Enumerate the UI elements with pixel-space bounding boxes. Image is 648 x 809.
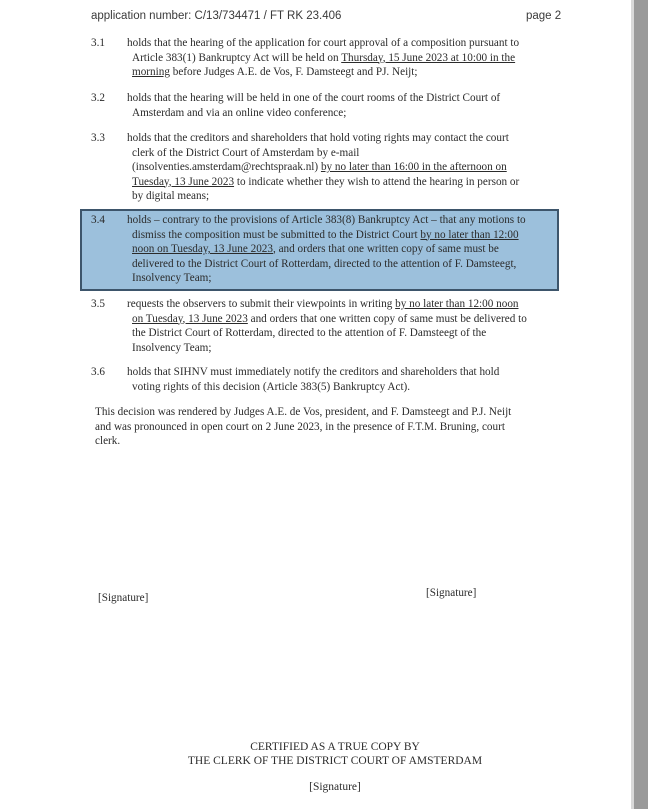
certification-line-2: THE CLERK OF THE DISTRICT COURT OF AMSTERDAM (187, 755, 483, 767)
vertical-scrollbar[interactable] (634, 0, 648, 809)
underlined-date: morning (132, 66, 170, 78)
item-text-line: holds that SIHNV must immediately notify the creditors and shareholders that hold (127, 366, 500, 378)
text-segment: requests the observers to submit their viewpoints in writing (127, 298, 396, 310)
item-text-line: clerk of the District Court of Amsterdam by e-mail (132, 146, 360, 159)
item-number: 3.3 (91, 132, 105, 144)
item-3-4 (91, 213, 561, 286)
page-number: page 2 (526, 10, 562, 22)
closing-paragraph (95, 405, 565, 449)
item-text-line: Insolvency Team; (132, 272, 212, 284)
underlined-date: on Tuesday, 13 June 2023 (132, 312, 248, 325)
item-3-2 (91, 91, 561, 120)
text-segment: before Judges A.E. de Vos, F. Damsteegt and PJ. Neijt; (169, 66, 418, 78)
signature-left: [Signature] (98, 592, 149, 604)
item-text-line: the District Court of Rotterdam, directed to the attention of F. Damsteegt of the (132, 327, 487, 339)
item-text-line: Amsterdam and via an online video conference; (132, 106, 347, 119)
item-text-line (127, 297, 561, 312)
item-number: 3.5 (91, 298, 105, 310)
text-segment: Article 383(1) Bankruptcy Act will be held on (132, 51, 342, 64)
item-number: 3.6 (91, 366, 105, 378)
item-text-line: Insolvency Team; (132, 341, 212, 354)
email-address: (insolventies.amsterdam@rechtspraak.nl) (132, 161, 321, 173)
underlined-date: Thursday, 15 June 2023 at 10:00 in the (341, 51, 516, 64)
item-text-line: delivered to the District Court of Rotterdam, directed to the attention of F. Damsteegt, (132, 257, 517, 270)
item-text-line (127, 51, 561, 66)
item-text-line: holds that the hearing will be held in one of the court rooms of the District Court of (127, 92, 501, 104)
item-text-line: by digital means; (132, 190, 210, 202)
text-segment: , and orders that one written copy of same must be (273, 243, 499, 255)
item-text-line: holds that the creditors and shareholders that hold voting rights may contact the court (127, 132, 509, 144)
underlined-date: by no later than 16:00 in the afternoon on (320, 161, 507, 173)
item-text-line (127, 242, 561, 257)
closing-line: clerk. (95, 435, 121, 447)
item-text-line (127, 312, 561, 327)
item-3-5 (91, 297, 561, 355)
certification-line-1: CERTIFIED AS A TRUE COPY BY (250, 741, 420, 753)
item-number: 3.2 (91, 92, 105, 104)
underlined-date: Tuesday, 13 June 2023 (132, 175, 235, 188)
item-text-line: holds that the hearing of the application for court approval of a composition pursuant to (127, 37, 520, 49)
underlined-date: by no later than 12:00 noon (395, 298, 519, 310)
item-number: 3.1 (91, 37, 105, 49)
closing-line: This decision was rendered by Judges A.E. de Vos, president, and F. Damsteegt and P.J. Neijt (95, 406, 512, 418)
underlined-date: by no later than 12:00 (420, 228, 519, 241)
item-text-line (127, 65, 561, 80)
item-text-line (127, 228, 561, 243)
underlined-date: noon on Tuesday, 13 June 2023 (132, 243, 273, 255)
text-segment: to indicate whether they wish to attend the hearing in person or (234, 175, 520, 188)
item-text-line: holds – contrary to the provisions of Article 383(8) Bankruptcy Act – that any motions to (127, 214, 526, 226)
signature-right: [Signature] (426, 587, 477, 599)
item-3-1 (91, 36, 561, 80)
item-text-line (127, 160, 561, 175)
item-text-line (127, 175, 561, 190)
signature-bottom: [Signature] (309, 781, 361, 793)
text-segment: and orders that one written copy of same must be delivered to (247, 312, 527, 325)
closing-line: and was pronounced in open court on 2 June 2023, in the presence of F.T.M. Bruning, court (95, 420, 505, 433)
application-number: application number: C/13/734471 / FT RK 23.406 (91, 10, 342, 22)
item-text-line: voting rights of this decision (Article 383(5) Bankruptcy Act). (132, 380, 411, 393)
item-3-3 (91, 131, 561, 204)
item-number: 3.4 (91, 214, 105, 226)
text-segment: dismiss the composition must be submitted to the District Court (132, 228, 421, 241)
item-3-6 (91, 365, 561, 394)
